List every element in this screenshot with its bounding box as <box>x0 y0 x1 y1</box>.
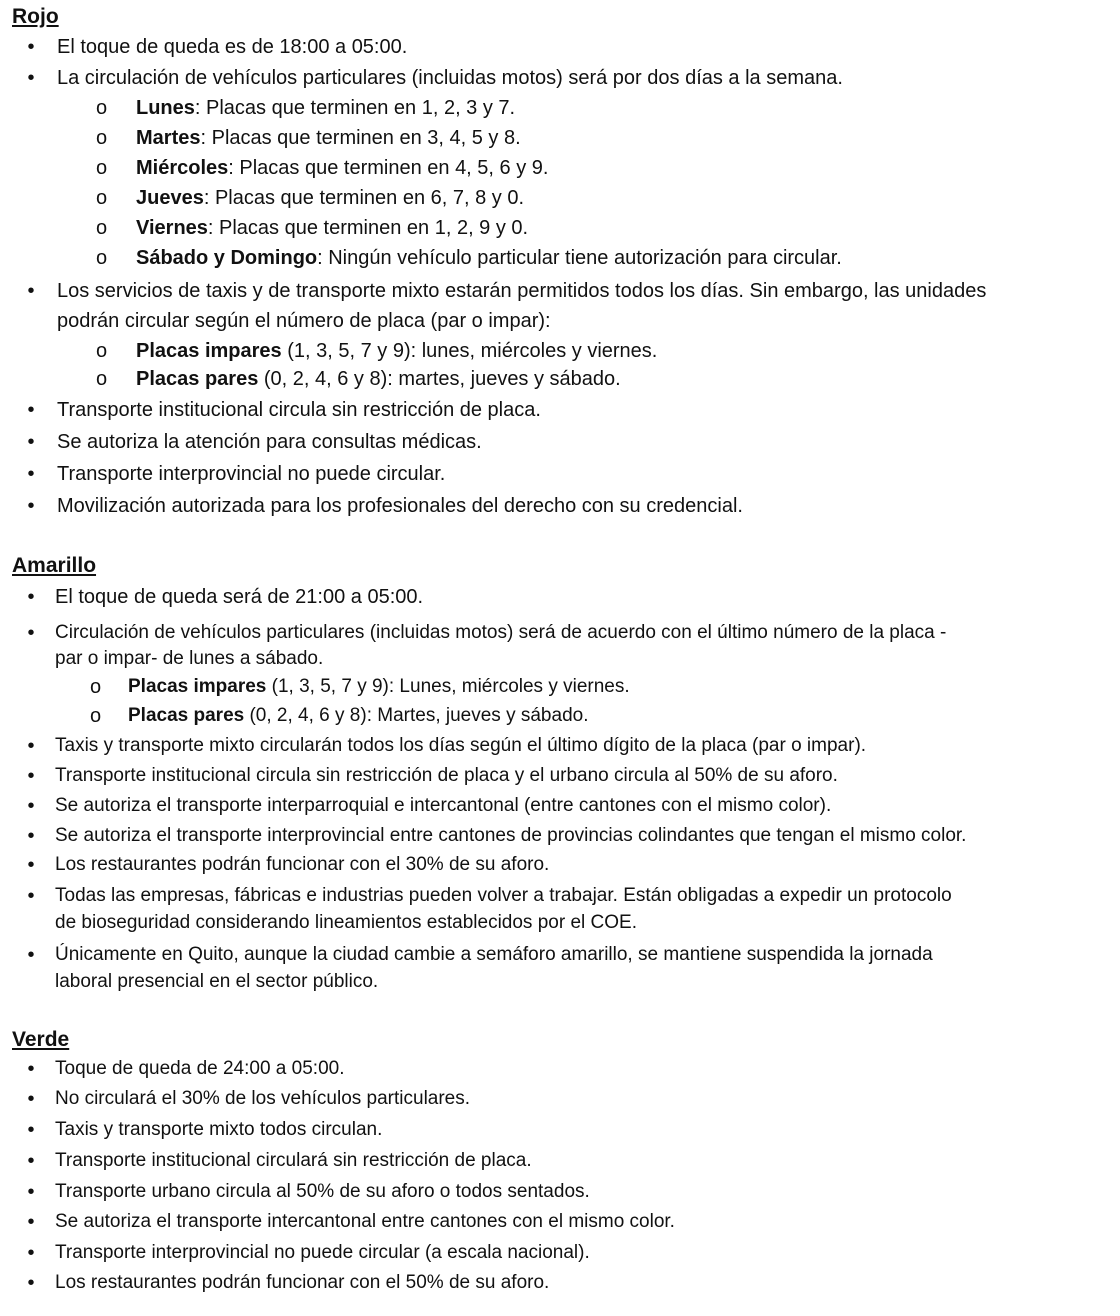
list-item: No circulará el 30% de los vehículos particulares. <box>55 1088 471 1109</box>
sub-list-item <box>136 186 524 210</box>
bullet-marker: • <box>27 495 35 517</box>
list-item-continuation: podrán circular según el número de placa (par o impar): <box>57 310 551 332</box>
list-item: Se autoriza la atención para consultas médicas. <box>57 431 482 453</box>
list-item: Transporte institucional circula sin restricción de placa. <box>57 399 541 421</box>
sub-bullet-marker: o <box>96 187 108 209</box>
list-item: Únicamente en Quito, aunque la ciudad cambie a semáforo amarillo, se mantiene suspendida la jornada <box>55 944 933 965</box>
bullet-marker: • <box>27 1119 35 1141</box>
sub-list-item <box>128 704 588 728</box>
list-item: Los restaurantes podrán funcionar con el 50% de su aforo. <box>55 1272 550 1293</box>
sub-bullet-marker: o <box>96 247 108 269</box>
list-item: Los servicios de taxis y de transporte mixto estarán permitidos todos los días. Sin embargo, las unidades <box>57 280 987 302</box>
list-item: Transporte institucional circula sin restricción de placa y el urbano circula al 50% de su aforo. <box>55 765 838 786</box>
sub-bullet-marker: o <box>96 368 108 390</box>
list-item: Transporte institucional circulará sin restricción de placa. <box>55 1150 532 1171</box>
sub-list-item <box>136 367 621 391</box>
list-item: Se autoriza el transporte interprovincial entre cantones de provincias colindantes que tengan el mismo color. <box>55 825 967 846</box>
bullet-marker: • <box>27 36 35 58</box>
bullet-marker: • <box>27 280 35 302</box>
list-item: La circulación de vehículos particulares (incluidas motos) será por dos días a la semana. <box>57 67 843 89</box>
plate-text: (0, 2, 4, 6 y 8): martes, jueves y sábado. <box>258 368 621 390</box>
bullet-marker: • <box>27 1150 35 1172</box>
list-item-continuation: laboral presencial en el sector público. <box>55 971 379 992</box>
sub-list-item <box>136 96 515 120</box>
plate-text: (0, 2, 4, 6 y 8): Martes, jueves y sábado. <box>244 705 589 726</box>
day-text: : Placas que terminen en 3, 4, 5 y 8. <box>200 127 521 149</box>
plate-label: Placas pares <box>136 368 259 390</box>
sub-bullet-marker: o <box>90 705 102 727</box>
list-item: Transporte interprovincial no puede circular. <box>57 463 446 485</box>
sub-bullet-marker: o <box>96 97 108 119</box>
bullet-marker: • <box>27 1058 35 1080</box>
day-text: : Placas que terminen en 1, 2, 3 y 7. <box>194 97 516 119</box>
bullet-marker: • <box>27 67 35 89</box>
bullet-marker: • <box>27 944 35 966</box>
sub-list-item <box>136 339 657 363</box>
bullet-marker: • <box>27 431 35 453</box>
sub-list-item <box>136 216 528 240</box>
list-item-continuation: de bioseguridad considerando lineamientos establecidos por el COE. <box>55 912 637 933</box>
sub-bullet-marker: o <box>96 157 108 179</box>
list-item: El toque de queda será de 21:00 a 05:00. <box>55 586 424 608</box>
bullet-marker: • <box>27 735 35 757</box>
list-item: Se autoriza el transporte intercantonal entre cantones con el mismo color. <box>55 1211 675 1232</box>
day-label: Lunes <box>136 97 195 119</box>
heading-rojo: Rojo <box>12 5 59 28</box>
list-item: Circulación de vehículos particulares (incluidas motos) será de acuerdo con el último número de la placa - <box>55 622 947 643</box>
sub-list-item <box>136 246 842 270</box>
list-item: El toque de queda es de 18:00 a 05:00. <box>57 36 408 58</box>
day-label: Sábado y Domingo <box>136 247 318 269</box>
plate-label: Placas impares <box>128 676 267 697</box>
day-text: : Placas que terminen en 4, 5, 6 y 9. <box>228 157 549 179</box>
bullet-marker: • <box>27 1211 35 1233</box>
list-item: Movilización autorizada para los profesionales del derecho con su credencial. <box>57 495 743 517</box>
list-item: Taxis y transporte mixto circularán todos los días según el último dígito de la placa (par o impar). <box>55 735 867 756</box>
list-item: Taxis y transporte mixto todos circulan. <box>55 1119 383 1140</box>
bullet-marker: • <box>27 795 35 817</box>
sub-list-item <box>136 156 548 180</box>
sub-bullet-marker: o <box>96 127 108 149</box>
list-item: Se autoriza el transporte interparroquial e intercantonal (entre cantones con el mismo color). <box>55 795 832 816</box>
plate-label: Placas impares <box>136 340 282 362</box>
plate-text: (1, 3, 5, 7 y 9): Lunes, miércoles y viernes. <box>266 676 630 697</box>
sub-bullet-marker: o <box>96 340 108 362</box>
sub-bullet-marker: o <box>90 676 102 698</box>
bullet-marker: • <box>27 765 35 787</box>
bullet-marker: • <box>27 854 35 876</box>
plate-label: Placas pares <box>128 705 245 726</box>
day-label: Martes <box>136 127 201 149</box>
sub-bullet-marker: o <box>96 217 108 239</box>
day-text: : Placas que terminen en 1, 2, 9 y 0. <box>207 217 529 239</box>
list-item: Todas las empresas, fábricas e industrias pueden volver a trabajar. Están obligadas a expedir un protocolo <box>55 885 952 906</box>
heading-verde: Verde <box>12 1028 70 1051</box>
heading-amarillo: Amarillo <box>12 554 97 577</box>
list-item: Los restaurantes podrán funcionar con el 30% de su aforo. <box>55 854 550 875</box>
bullet-marker: • <box>27 399 35 421</box>
bullet-marker: • <box>27 885 35 907</box>
list-item-continuation: par o impar- de lunes a sábado. <box>55 648 324 669</box>
sub-list-item <box>136 126 521 150</box>
list-item: Transporte interprovincial no puede circular (a escala nacional). <box>55 1242 590 1263</box>
day-text: : Ningún vehículo particular tiene autorización para circular. <box>317 247 842 269</box>
bullet-marker: • <box>27 622 35 644</box>
plate-text: (1, 3, 5, 7 y 9): lunes, miércoles y viernes. <box>281 340 658 362</box>
day-label: Miércoles <box>136 157 229 179</box>
bullet-marker: • <box>27 1088 35 1110</box>
bullet-marker: • <box>27 463 35 485</box>
day-label: Viernes <box>136 217 208 239</box>
list-item: Toque de queda de 24:00 a 05:00. <box>55 1058 345 1079</box>
bullet-marker: • <box>27 1181 35 1203</box>
day-label: Jueves <box>136 187 204 209</box>
bullet-marker: • <box>27 586 35 608</box>
list-item: Transporte urbano circula al 50% de su aforo o todos sentados. <box>55 1181 590 1202</box>
sub-list-item <box>128 675 630 699</box>
day-text: : Placas que terminen en 6, 7, 8 y 0. <box>203 187 525 209</box>
bullet-marker: • <box>27 1242 35 1264</box>
bullet-marker: • <box>27 825 35 847</box>
bullet-marker: • <box>27 1272 35 1294</box>
